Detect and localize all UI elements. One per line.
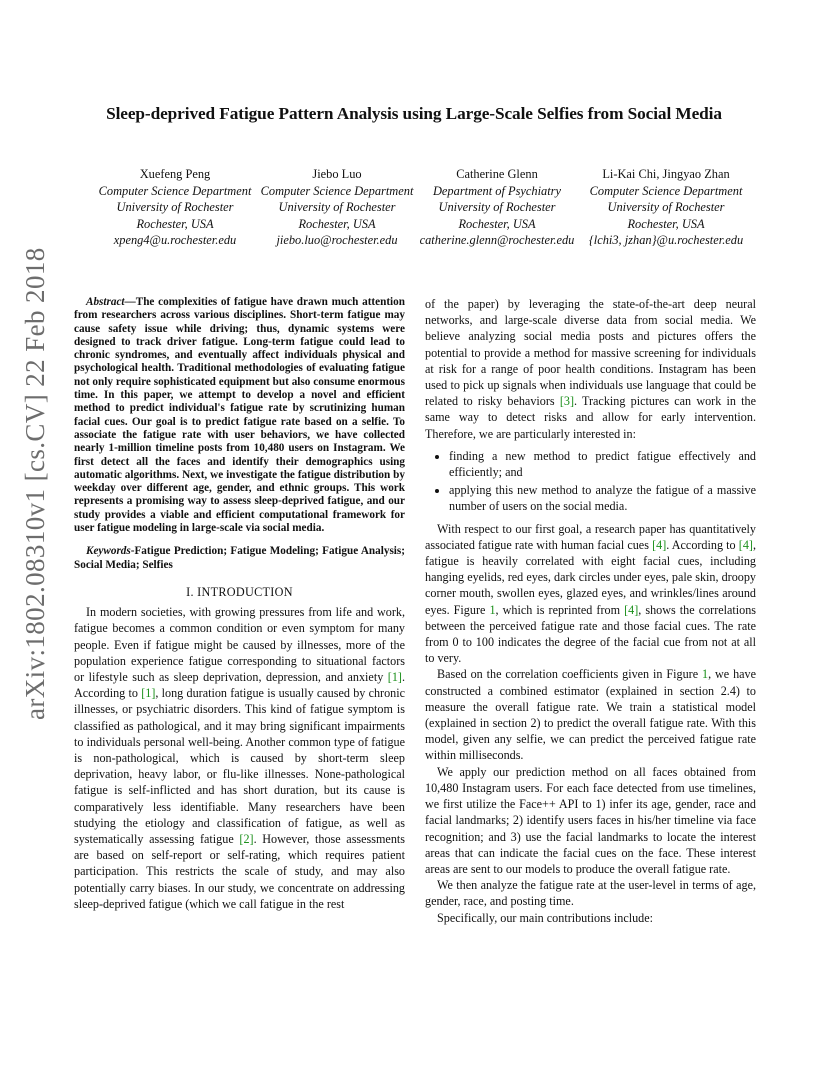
- abstract-text: —The complexities of fatigue have drawn much attention from researchers across various disciplines. Short-term fatigue may cause safety issue while driving; thus, dynamic systems were designed to track driver fatigue. Long-term fatigue could lead to chronic syndromes, and eventually affect individuals physical and psychological health. Traditional methodologies of evaluating fatigue not only require sophisticated equipment but also consume enormous time. In this paper, we attempt to develop a novel and efficient method to predict individual's fatigue rate by scrutinizing human facial cues. Our goal is to predict fatigue rate based on a selfie. To associate the fatigue rate with user behaviors, we have collected nearly 1-million timeline posts from 10,480 users on Instagram. We first detect all the faces and identify their demographics using automatic algorithms. Next, we investigate the fatigue distribution by weekday over different age, gender, and ethnic groups. This work represents a promising way to assess sleep-deprived fatigue, and our study provides a viable and efficient computational framework for user fatigue modeling in large-scale via social media.: [74, 296, 405, 535]
- author-email: catherine.glenn@rochester.edu: [419, 233, 575, 247]
- author-location: Rochester, USA: [136, 216, 214, 231]
- author-dept: Computer Science Department: [260, 183, 414, 198]
- author-name: Catherine Glenn: [456, 167, 538, 181]
- text-run: In modern societies, with growing pressures from life and work, fatigue becomes a common condition or even symptom for many people. Even if fatigue might be caused by illnesses, more of the population experience fatigue corresponding to situational factors or lifestyle such as sleep deprivation, depression, and anxiety: [74, 605, 405, 684]
- goals-list: [425, 448, 756, 515]
- author-name: Xuefeng Peng: [139, 167, 211, 181]
- text-run: . Tracking pictures can work in the same way to detect risks and allow for early intervention. Therefore, we are particularly interested in:: [425, 394, 756, 441]
- abstract-label: Abstract: [86, 296, 125, 308]
- author-email: {lchi3, jzhan}@u.rochester.edu: [588, 233, 744, 247]
- text-run: , fatigue is heavily correlated with eight facial cues, including hanging eyelids, red eyes, dark circles under eyes, pale skin, droopy corner mouth, swollen eyes, glazed eyes, and wrinkles/lines around eyes. Figure: [425, 537, 756, 617]
- author-4: [561, 166, 771, 249]
- list-item: • finding a new method to predict fatigue effectively and efficiently; and: [449, 448, 756, 480]
- citation-link[interactable]: [3]: [559, 394, 574, 409]
- text-run: . However, those assessments are based on self-report or self-rating, which requires patient participation. This restricts the scale of study, and may also potentially carry biases. In our study, we concentrate on addressing sleep-deprived fatigue (which we call fatigue in the rest: [74, 831, 405, 911]
- author-univ: University of Rochester: [438, 200, 556, 214]
- text-run: , shows the correlations between the perceived fatigue rate and those facial cues. The rate from 0 to 100 indicates the degree of the facial cue from not at all to very.: [425, 602, 757, 666]
- left-column: [74, 296, 405, 912]
- author-name: Jiebo Luo: [312, 167, 362, 181]
- abstract: [74, 296, 405, 535]
- author-dept: Computer Science Department: [98, 183, 252, 198]
- paragraph: [425, 521, 756, 667]
- author-email: xpeng4@u.rochester.edu: [113, 233, 237, 247]
- citation-link[interactable]: [4]: [738, 537, 753, 552]
- author-location: Rochester, USA: [458, 216, 536, 231]
- text-run: , long duration fatigue is usually caused by chronic illnesses, or psychiatric disorders. This kind of fatigue symptom is classified as pathological, and it may bring significant impairments to individuals personal well-being. Another common type of fatigue is non-pathological, which is caused by short-term sleep deprivation, heavy labor, or flu-like illnesses. None-pathological fatigue is self-inflicted and has short duration, but its cause is comparatively less identifiable. Many researchers have been studying the etiology and classification of fatigue, as well as systematically assessing fatigue: [74, 686, 405, 846]
- text-run: Based on the correlation coefficients given in Figure: [437, 667, 702, 682]
- citation-link[interactable]: [1]: [387, 669, 402, 684]
- author-dept: Department of Psychiatry: [432, 183, 561, 198]
- paragraph: [425, 666, 756, 763]
- text-run: With respect to our first goal, a research paper has quantitatively associated fatigue rate with human facial cues: [425, 521, 756, 552]
- author-location: Rochester, USA: [627, 216, 705, 231]
- text-run: . According to: [74, 669, 405, 701]
- author-univ: University of Rochester: [116, 200, 234, 214]
- paper-title: Sleep-deprived Fatigue Pattern Analysis using Large-Scale Selfies from Social Media: [106, 104, 722, 123]
- author-univ: University of Rochester: [607, 200, 725, 214]
- text-run: , which is reprinted from: [495, 602, 625, 617]
- figure-link[interactable]: 1: [702, 667, 709, 682]
- section-heading-introduction: I. INTRODUCTION: [186, 584, 293, 599]
- author-dept: Computer Science Department: [589, 183, 743, 198]
- citation-link[interactable]: [4]: [652, 537, 667, 552]
- paragraph: We apply our prediction method on all faces obtained from 10,480 Instagram users. For each face detected from use timelines, we first utilize the Face++ API to 1) infer its age, gender, race and facial landmarks; 2) identify users faces in his/her timeline via face recognition; and 3) use the facial landmarks to locate the interest areas that can indicate the facial cues on the face. These interest areas are sent to our models to produce the overall fatigue rate.: [425, 764, 756, 876]
- keywords-text: -Fatigue Prediction; Fatigue Modeling; Fatigue Analysis; Social Media; Selfies: [74, 545, 405, 571]
- keywords: [74, 545, 405, 572]
- text-run: of the paper) by leveraging the state-of-the-art deep neural networks, and large-scale diverse data from social media. We believe analyzing social media posts and pictures offers the potential to provide a method for massive screening for individuals at risk for a range of poor health conditions. Instagram has been used to pick up signals when individuals use language that could be related to risky behaviors: [425, 297, 756, 409]
- citation-link[interactable]: [1]: [141, 686, 156, 701]
- text-run: , we have constructed a combined estimator (explained in section 2.4) to measure the overall fatigue rate. We train a statistical model (explained in section 2) to predict the overall fatigue rate. With this model, given any selfie, we can predict the perceived fatigue rate within milliseconds.: [425, 667, 756, 763]
- paragraph: [425, 296, 756, 442]
- right-column: [425, 296, 756, 926]
- keywords-label: Keywords: [86, 545, 131, 558]
- citation-link[interactable]: [2]: [239, 831, 254, 846]
- list-item: • applying this new method to analyze the fatigue of a massive number of users on the social media.: [449, 482, 756, 514]
- figure-link[interactable]: 1: [489, 602, 496, 617]
- arxiv-watermark: arXiv:1802.08310v1 [cs.CV] 22 Feb 2018: [20, 247, 50, 720]
- author-name: Li-Kai Chi, Jingyao Zhan: [602, 167, 730, 181]
- author-location: Rochester, USA: [298, 216, 376, 231]
- citation-link[interactable]: [4]: [624, 602, 639, 617]
- paragraph: Specifically, our main contributions include:: [437, 910, 654, 925]
- author-univ: University of Rochester: [278, 200, 396, 214]
- author-email: jiebo.luo@rochester.edu: [276, 233, 398, 247]
- text-run: . According to: [666, 537, 739, 552]
- intro-paragraph: [74, 604, 405, 912]
- paragraph: We then analyze the fatigue rate at the user-level in terms of age, gender, race, and posting time.: [425, 878, 756, 909]
